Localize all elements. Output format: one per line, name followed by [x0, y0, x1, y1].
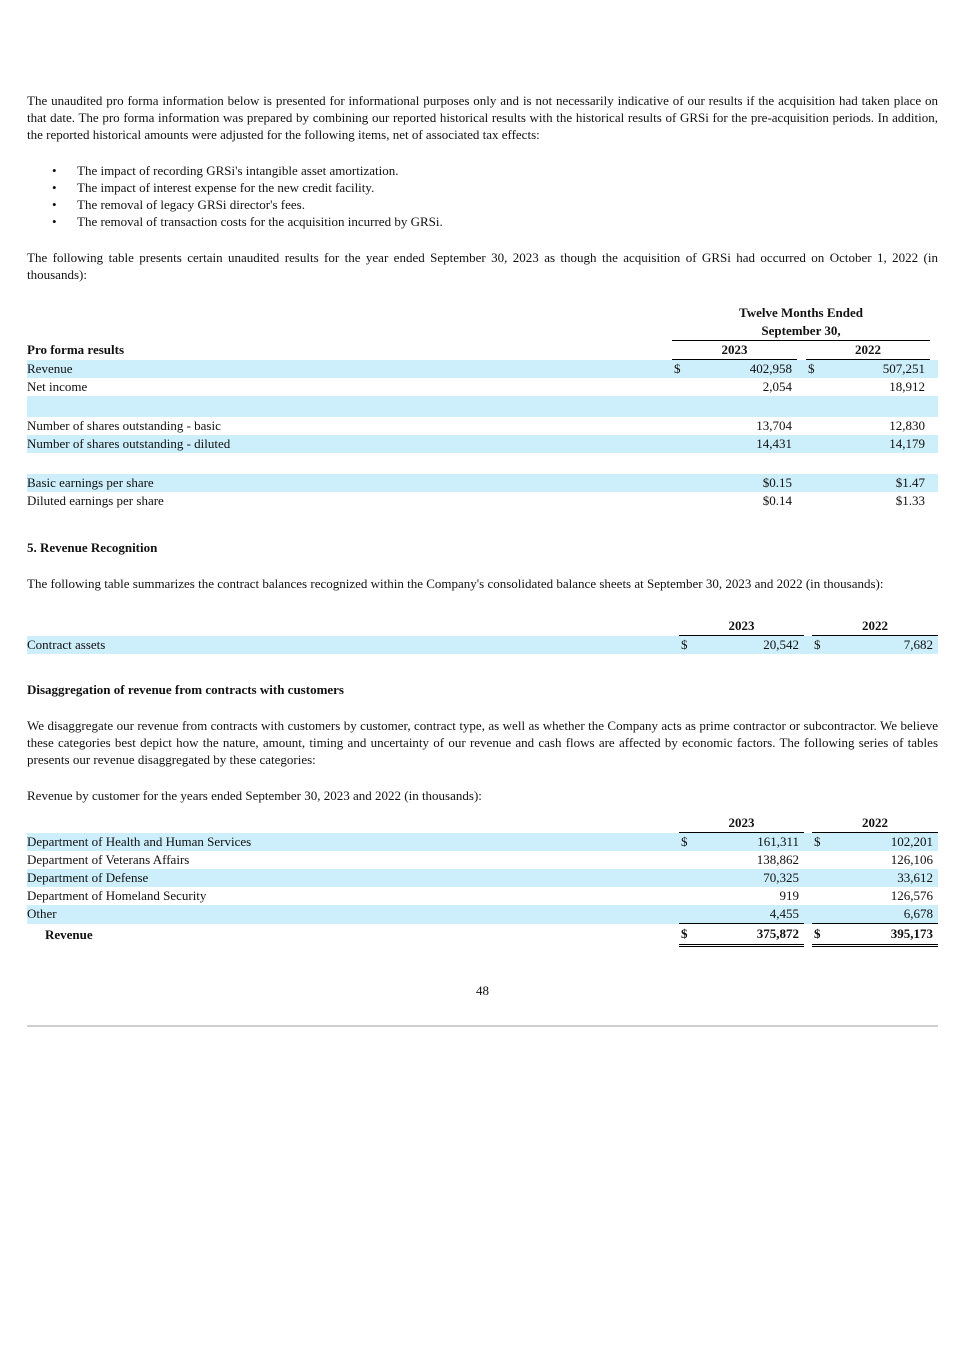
bullet-icon: • [52, 214, 57, 229]
column-header-2023: 2023 [679, 814, 804, 833]
row-header: Pro forma results [27, 342, 124, 357]
dollar-sign: $ [672, 360, 694, 379]
disaggregation-paragraph: We disaggregate our revenue from contracts with customers by customer, contract type, as well as whether the Company acts as prime contractor or subcontractor. We believe these categories best depict how the nature, amount, timing and uncertainty of our revenue and cash flows are affected by economic factors. The following series of tables presents our revenue disaggregated by these categories: [27, 718, 938, 767]
bullet-icon: • [52, 163, 57, 178]
column-header-2023: 2023 [679, 617, 804, 636]
dollar-sign: $ [679, 636, 701, 655]
table-row: Net income 2,054 18,912 [27, 379, 926, 394]
pro-forma-table [27, 304, 938, 510]
table-row: Revenue $ 402,958 $ 507,251 [27, 360, 938, 379]
dollar-sign: $ [812, 636, 834, 655]
table-row: Contract assets $ 20,542 $ 7,682 [27, 636, 938, 655]
column-header-2022: 2022 [812, 617, 938, 636]
column-header-2023: 2023 [672, 341, 797, 360]
spacer-row [27, 396, 938, 417]
dollar-sign: $ [812, 833, 834, 852]
contract-table [27, 617, 938, 654]
column-header-2022: 2022 [806, 341, 930, 360]
column-header-2022: 2022 [812, 814, 938, 833]
customer-lead: Revenue by customer for the years ended September 30, 2023 and 2022 (in thousands): [27, 788, 482, 803]
total-row [27, 924, 938, 946]
total-label: Revenue [45, 926, 93, 942]
page-divider [27, 1025, 938, 1027]
table-row: Department of Veterans Affairs 138,862 126,106 [27, 852, 933, 867]
adjustment-list [27, 162, 938, 230]
table-row: Department of Homeland Security 919 126,576 [27, 888, 933, 903]
section-heading: 5. Revenue Recognition [27, 540, 158, 555]
spacer-row [27, 453, 938, 474]
table-row: Other 4,455 6,678 [27, 905, 938, 924]
contract-lead: The following table summarizes the contract balances recognized within the Company's consolidated balance sheets at September 30, 2023 and 2022 (in thousands): [27, 576, 884, 591]
total-2023: 375,872 [701, 924, 804, 946]
dollar-sign: $ [806, 360, 828, 379]
table-row: Number of shares outstanding - basic 13,704 12,830 [27, 418, 926, 433]
list-item: • The removal of transaction costs for the acquisition incurred by GRSi. [52, 214, 443, 229]
dollar-sign: $ [679, 833, 701, 852]
list-item: • The impact of interest expense for the new credit facility. [52, 180, 375, 195]
dollar-sign: $ [679, 924, 701, 946]
total-2022: 395,173 [834, 924, 938, 946]
pro-forma-lead: The following table presents certain unaudited results for the year ended September 30, 2023 as though the acquisition of GRSi had occurred on October 1, 2022 (in thousands): [27, 250, 938, 282]
list-item: • The impact of recording GRSi's intangible asset amortization. [52, 163, 399, 178]
list-item: • The removal of legacy GRSi director's fees. [52, 197, 305, 212]
table-row: Diluted earnings per share $0.14 $1.33 [27, 493, 926, 508]
customer-revenue-table [27, 814, 938, 947]
table-row: Department of Defense 70,325 33,612 [27, 869, 938, 887]
table-row: Number of shares outstanding - diluted 14,431 14,179 [27, 435, 938, 453]
bullet-icon: • [52, 197, 57, 212]
bullet-icon: • [52, 180, 57, 195]
period-header-line2: September 30, [672, 322, 930, 341]
table-row: Basic earnings per share $0.15 $1.47 [27, 474, 938, 492]
disaggregation-heading: Disaggregation of revenue from contracts with customers [27, 682, 344, 697]
table-row: Department of Health and Human Services $ 161,311 $ 102,201 [27, 833, 938, 852]
intro-paragraph: The unaudited pro forma information below is presented for informational purposes only and is not necessarily indicative of our results if the acquisition had taken place on that date. The pro forma information was prepared by combining our reported historical results with the historical results of GRSi for the pre-acquisition periods. In addition, the reported historical amounts were adjusted for the following items, net of associated tax effects: [27, 93, 938, 142]
period-header-line1: Twelve Months Ended [739, 305, 863, 320]
dollar-sign: $ [812, 924, 834, 946]
page-number: 48 [476, 983, 489, 998]
